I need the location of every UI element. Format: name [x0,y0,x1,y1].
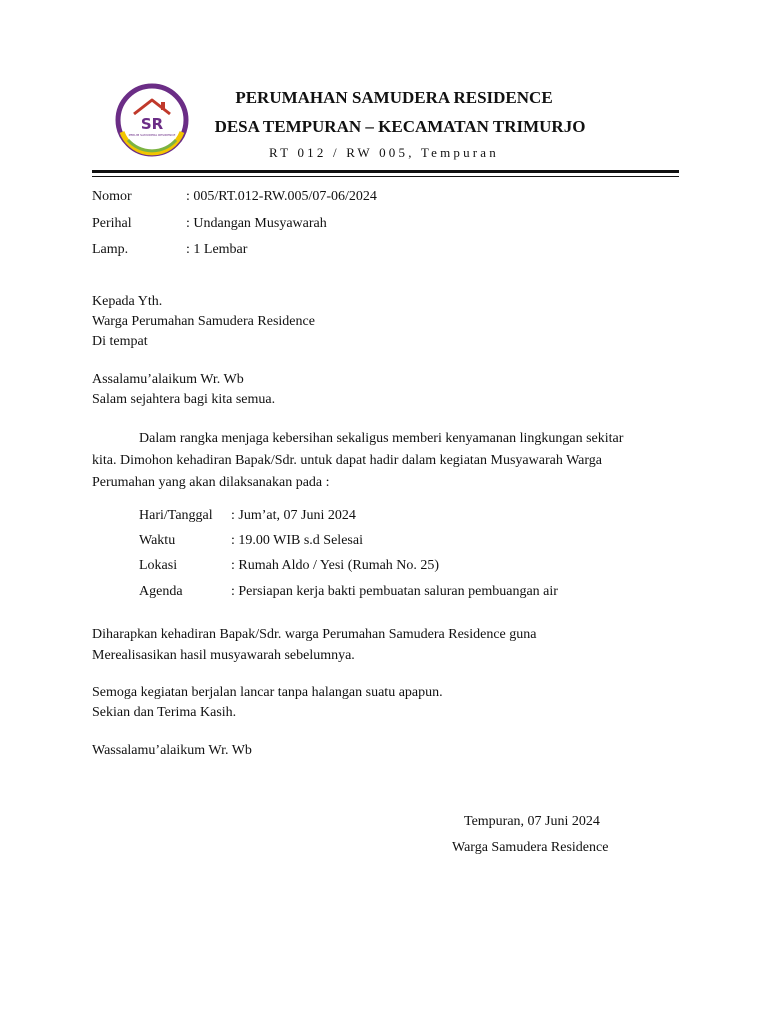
letterhead-title: PERUMAHAN SAMUDERA RESIDENCE [235,88,553,107]
closing-line: Merealisasikan hasil musyawarah sebelumnya. [92,648,355,663]
detail-value: : Rumah Aldo / Yesi (Rumah No. 25) [231,558,440,573]
wishes-line: Sekian dan Terima Kasih. [92,705,237,720]
meta-value: : Undangan Musyawarah [186,216,327,231]
meta-label: Perihal [92,216,132,231]
wishes-line: Semoga kegiatan berjalan lancar tanpa halangan suatu apapun. [92,685,443,700]
detail-value: : 19.00 WIB s.d Selesai [231,533,363,548]
meta-label: Nomor [92,189,132,204]
greeting-line: Salam sejahtera bagi kita semua. [92,392,276,407]
logo-caption: PERUM SAMUDERA RESIDENCE [128,133,176,137]
meta-value: : 005/RT.012-RW.005/07-06/2024 [186,189,377,204]
signature-signer: Warga Samudera Residence [452,840,609,855]
letterhead-divider-thin [92,176,679,177]
letterhead-subtitle: DESA TEMPURAN – KECAMATAN TRIMURJO [214,117,586,136]
letterhead-address: RT 012 / RW 005, Tempuran [269,145,499,160]
recipient-line: Warga Perumahan Samudera Residence [92,314,315,329]
salutation: Wassalamu’alaikum Wr. Wb [92,743,252,758]
detail-value: : Jum’at, 07 Juni 2024 [231,508,356,523]
body-line: Perumahan yang akan dilaksanakan pada : [92,475,330,490]
detail-label: Waktu [139,533,176,548]
detail-value: : Persiapan kerja bakti pembuatan saluran pembuangan air [231,584,558,599]
body-line: Dalam rangka menjaga kebersihan sekaligus memberi kenyamanan lingkungan sekitar [139,431,624,446]
recipient-line: Di tempat [92,334,148,349]
meta-label: Lamp. [92,242,129,257]
recipient-line: Kepada Yth. [92,294,163,309]
closing-line: Diharapkan kehadiran Bapak/Sdr. warga Perumahan Samudera Residence guna [92,627,537,642]
body-paragraph [92,428,678,494]
body-line: kita. Dimohon kehadiran Bapak/Sdr. untuk dapat hadir dalam kegiatan Musyawarah Warga [92,453,602,468]
signature-place-date: Tempuran, 07 Juni 2024 [464,814,600,829]
meta-value: : 1 Lembar [186,242,248,257]
greeting-line: Assalamu’alaikum Wr. Wb [92,372,244,387]
detail-label: Hari/Tanggal [139,508,213,523]
letterhead-divider-thick [92,170,679,173]
detail-label: Agenda [139,584,183,599]
detail-label: Lokasi [139,558,178,573]
logo-monogram: SR [140,115,164,133]
